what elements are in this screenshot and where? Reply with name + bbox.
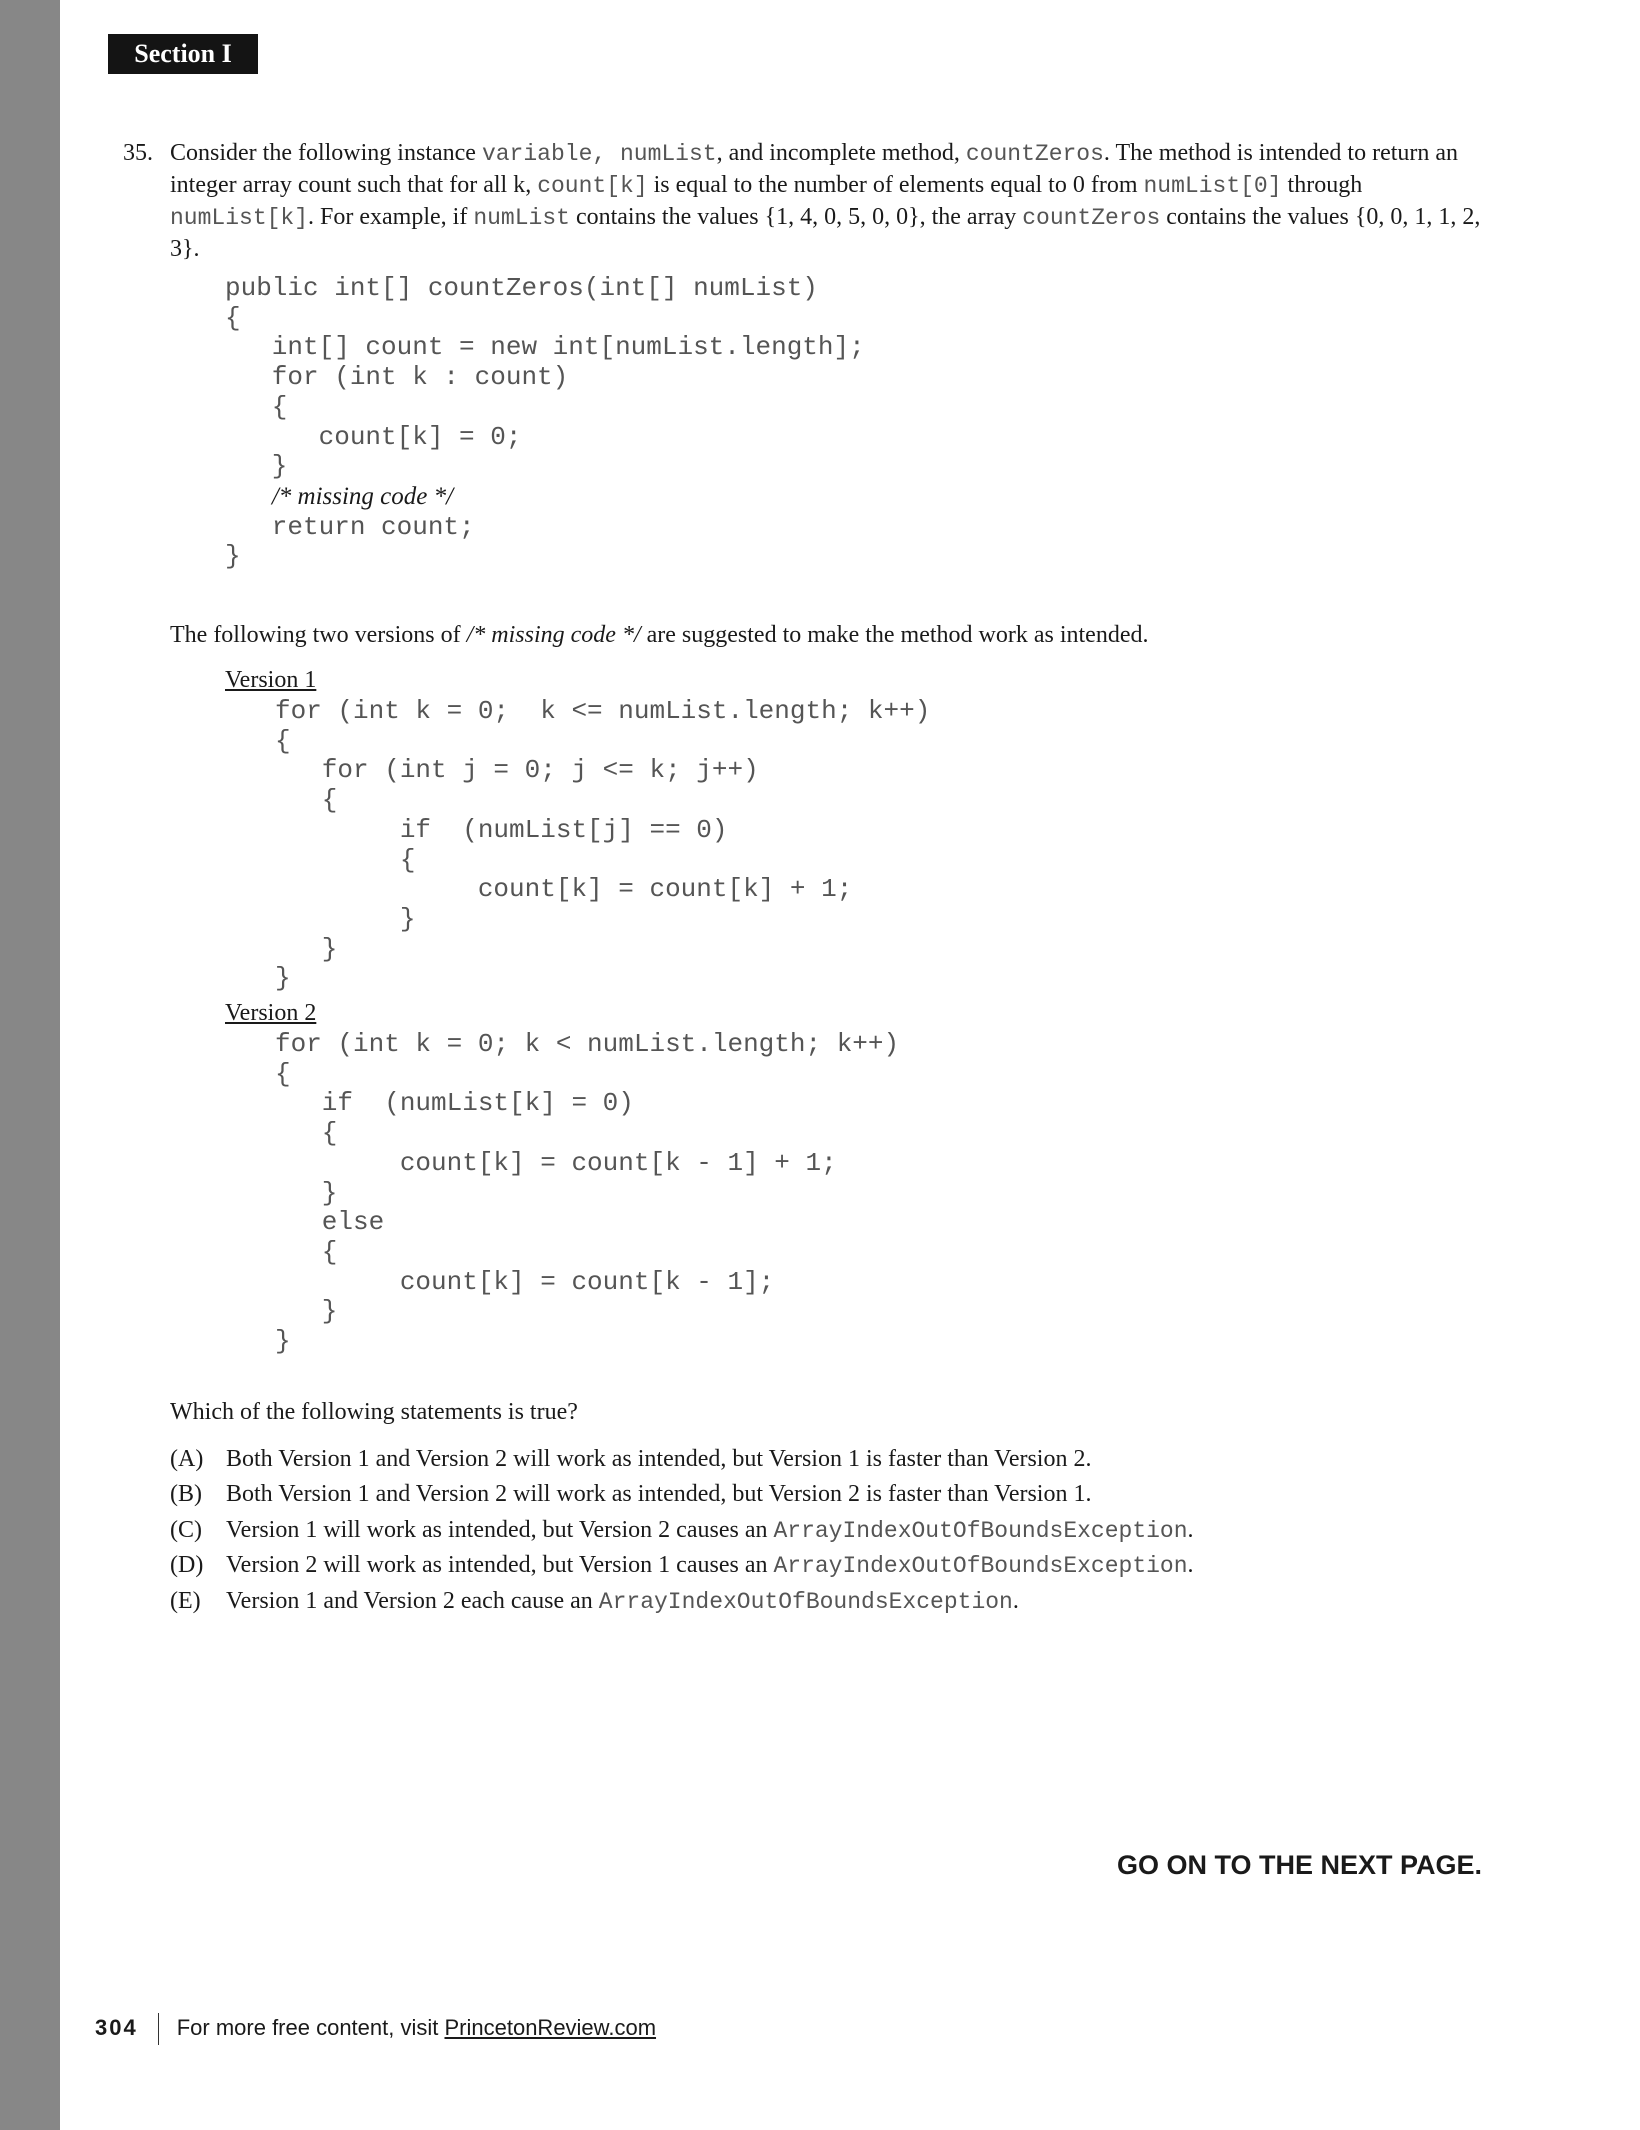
version1-code: for (int k = 0; k <= numList.length; k++) { for (int j = 0; j <= k; j++) { if (numList[j] == 0) { count[k] = count[k] + 1; } } } — [275, 696, 931, 994]
intro-code: count[k] — [537, 173, 648, 199]
version1-label: Version 1 — [225, 667, 317, 693]
versions-intro-text: are suggested to make the method work as intended. — [640, 622, 1149, 648]
footer-divider — [158, 2013, 159, 2045]
question-prompt: Which of the following statements is true? — [170, 1399, 578, 1425]
choice-d[interactable] — [170, 1548, 1194, 1583]
intro-text: through — [1281, 172, 1363, 198]
choice-letter: (C) — [170, 1516, 202, 1543]
code-line: { — [225, 302, 241, 333]
versions-intro — [170, 620, 1148, 651]
choice-code: ArrayIndexOutOfBoundsException — [773, 1553, 1188, 1580]
choice-letter: (E) — [170, 1587, 201, 1614]
choice-text: Both Version 1 and Version 2 will work as intended, but Version 1 is faster than Version 2. — [226, 1446, 1092, 1472]
choice-end: . — [1187, 1516, 1194, 1543]
code-line: } — [225, 451, 288, 482]
code-line: public int[] countZeros(int[] numList) — [225, 273, 818, 303]
intro-text: . For example, if — [308, 204, 474, 230]
code-line: return count; — [225, 511, 475, 542]
code-line: } — [225, 541, 241, 572]
section-label: Section I — [108, 34, 258, 74]
go-on-next-page: GO ON TO THE NEXT PAGE. — [1116, 1850, 1482, 1880]
choice-b[interactable] — [170, 1477, 1194, 1512]
code-line: count[k] = 0; — [225, 421, 522, 452]
princeton-review-link[interactable]: PrincetonReview.com — [444, 2014, 657, 2040]
question-intro — [170, 138, 1483, 265]
footer-text: For more free content, visit — [176, 2014, 445, 2040]
versions-intro-text: The following two versions of — [170, 622, 467, 648]
code-line: int[] count = new int[numList.length]; — [225, 332, 865, 363]
choice-code: ArrayIndexOutOfBoundsException — [598, 1588, 1013, 1615]
question-35 — [123, 138, 1483, 265]
code-line: { — [225, 391, 288, 422]
choice-a[interactable] — [170, 1442, 1194, 1477]
choice-letter: (A) — [170, 1446, 204, 1472]
intro-text: contains the values {1, 4, 0, 5, 0, 0}, the array — [569, 204, 1023, 230]
choice-end: . — [1012, 1587, 1019, 1614]
page-number: 304 — [95, 2014, 138, 2040]
choice-text: Version 1 and Version 2 each cause an — [226, 1587, 599, 1614]
intro-code: numList — [473, 205, 570, 231]
page-edge-bar — [0, 0, 60, 2130]
version2-label: Version 2 — [225, 1000, 317, 1026]
intro-code: numList[0] — [1143, 173, 1282, 199]
intro-text: . The method is intended to return an integer array count such that for all k, — [170, 140, 1459, 198]
question-number: 35. — [123, 140, 153, 166]
intro-code: numList[k] — [170, 205, 309, 231]
choice-e[interactable] — [170, 1584, 1194, 1619]
missing-code-comment: /* missing code */ — [466, 622, 641, 648]
intro-text: contains the values {0, 0, 1, 1, 2, 3}. — [170, 204, 1481, 262]
choice-text: Version 2 will work as intended, but Version 1 causes an — [226, 1552, 774, 1579]
choice-letter: (B) — [170, 1481, 202, 1508]
code-indent — [225, 482, 272, 512]
missing-code-comment: /* missing code */ — [271, 482, 454, 510]
version2-code: for (int k = 0; k < numList.length; k++) { if (numList[k] = 0) { count[k] = count[k - 1] + 1; } else { count[k] = count[k - 1]; } } — [275, 1029, 900, 1357]
intro-text: , and incomplete method, — [716, 140, 966, 166]
intro-code: countZeros — [965, 141, 1104, 167]
intro-text: is equal to the number of elements equal to 0 from — [647, 172, 1144, 198]
choice-letter: (D) — [170, 1552, 204, 1579]
answer-choices — [170, 1442, 1194, 1619]
intro-code: variable, numList — [481, 141, 717, 167]
intro-code: countZeros — [1022, 205, 1161, 231]
choice-end: . — [1187, 1552, 1194, 1579]
intro-text: Consider the following instance — [170, 140, 482, 166]
choice-c[interactable] — [170, 1513, 1194, 1548]
choice-code: ArrayIndexOutOfBoundsException — [773, 1517, 1188, 1544]
method-code-block — [225, 274, 865, 572]
page-footer — [95, 2013, 656, 2045]
code-line: for (int k : count) — [225, 362, 569, 393]
choice-text: Version 1 will work as intended, but Version 2 causes an — [226, 1516, 774, 1543]
choice-text: Both Version 1 and Version 2 will work as intended, but Version 2 is faster than Version 1. — [226, 1481, 1092, 1508]
